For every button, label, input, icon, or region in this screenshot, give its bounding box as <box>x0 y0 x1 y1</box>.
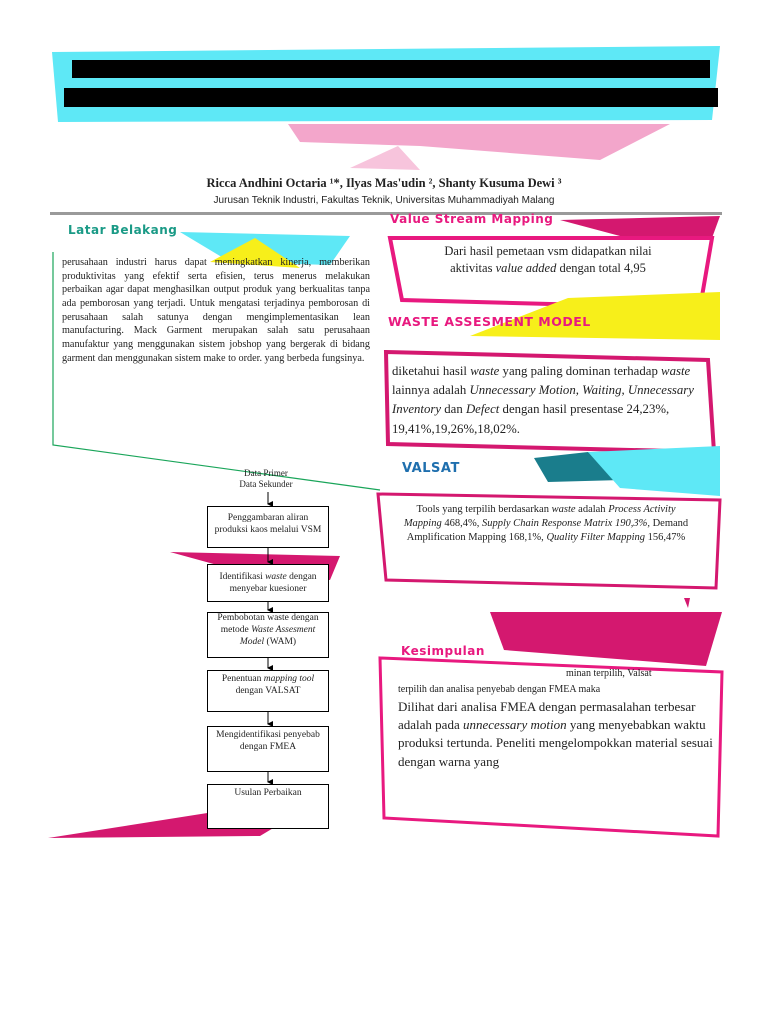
kes-magenta-shape <box>490 612 722 666</box>
vsm-line2-a: aktivitas <box>450 260 496 275</box>
flow-step-fmea: Mengidentifikasi penyebab dengan FMEA <box>207 726 329 772</box>
wam-t3: yang paling dominan terhadap <box>499 364 662 378</box>
step3-text-a: Pembobotan waste dengan metode <box>217 613 319 635</box>
wam-t8: Defect <box>465 402 500 417</box>
latar-belakang-body: perusahaan industri harus dapat meningkatkan kinerja, memberikan produktivitas yang efektif serta efisien, terus menerus melakukan perbaikan agar dapat menghasilkan output produk yang berkualitas tanpa ada pemborosan yang terjadi. Untuk mengatasi terjadinya pemborosan di perusahaan salah satunya dengan mengimplementasikan lean manufacturing. Mack Garment merupakan salah satu perusahaan manufaktur yang menggunakan sistem jobshop yang bergerak di bidang garment dan menggunakan sistem make to order. yang berbeda fungsinya. <box>62 257 370 364</box>
flow-step-usulan: Usulan Perbaikan <box>207 784 329 829</box>
flow-step-identifikasi <box>207 564 329 602</box>
affiliation-line: Jurusan Teknik Industri, Fakultas Teknik, Universitas Muhammadiyah Malang <box>213 195 555 206</box>
flow-step-penentuan <box>207 670 329 712</box>
data-primer-label: Data Primer <box>244 468 288 478</box>
valsat-t5: 468,4%, <box>441 518 482 530</box>
vsm-line2-b: value added <box>495 260 557 275</box>
step2-text-c: dengan menyebar kuesioner <box>229 572 317 594</box>
wam-text <box>392 362 710 439</box>
valsat-t6: Supply Chain Response Matrix 190,3%, <box>481 518 650 530</box>
header-divider <box>50 212 722 215</box>
kesimpulan-heading: Kesimpulan <box>401 644 485 658</box>
wam-t6: Unnecessary Motion, Waiting, Unnecessary Inventory <box>392 383 694 417</box>
valsat-text <box>398 503 694 546</box>
vsm-line2-c: dengan total 4,95 <box>556 260 646 275</box>
step4-text-c: dengan VALSAT <box>235 685 301 696</box>
authors-line: Ricca Andhini Octaria ¹*, Ilyas Mas'udin ², Shanty Kusuma Dewi ³ <box>206 176 562 190</box>
wam-t5: lainnya adalah <box>392 383 470 398</box>
step2-text-b: waste <box>265 572 287 582</box>
step4-text-b: mapping tool <box>263 674 315 684</box>
title-redaction-bar-1 <box>72 60 710 78</box>
step2-text-a: Identifikasi <box>219 572 266 582</box>
title-banner-cyan <box>52 46 720 122</box>
banner-pink-shape <box>288 124 670 160</box>
flow-step-pembobotan <box>207 612 329 658</box>
vsm-line-2 <box>398 260 698 277</box>
valsat-t7: Demand Amplification Mapping 168,1%, <box>406 518 689 544</box>
flow-data-labels <box>200 468 332 491</box>
vsm-line-1: Dari hasil pemetaan vsm didapatkan nilai <box>444 244 652 258</box>
valsat-heading: VALSAT <box>402 461 460 476</box>
valsat-t3: adalah <box>575 504 609 515</box>
wam-t7: dan <box>441 402 466 417</box>
step3-text-c: (WAM) <box>264 636 297 647</box>
valsat-drop <box>684 598 690 608</box>
wam-heading: WASTE ASSESMENT MODEL <box>388 314 591 329</box>
wam-t2: waste <box>470 364 500 378</box>
kesimpulan-text <box>398 698 724 771</box>
wam-t4: waste <box>661 364 691 378</box>
kes-t3: yang menyebabkan waktu produksi tertunda. Peneliti mengelompokkan material sesuai dengan warna yang <box>398 717 713 769</box>
data-sekunder-label: Data Sekunder <box>239 479 293 490</box>
kes-t2: unnecessary motion <box>462 717 567 733</box>
title-redaction-bar-2 <box>64 88 718 107</box>
kes-t1: Dilihat dari analisa FMEA dengan permasalahan terbesar adalah pada <box>398 699 696 733</box>
vsm-text <box>398 243 698 277</box>
step4-text-a: Penentuan <box>221 674 264 684</box>
valsat-t1: Tools yang terpilih berdasarkan <box>416 504 552 515</box>
flow-step-vsm: Penggambaran aliran produksi kaos melalui VSM <box>207 506 329 548</box>
valsat-t9: 156,47% <box>645 532 686 544</box>
valsat-t4: Process Activity Mapping <box>403 504 676 530</box>
valsat-t2: waste <box>551 504 576 515</box>
wam-t9: dengan hasil presentase 24,23%, 19,41%,19,26%,18,02%. <box>392 402 670 436</box>
kes-fragment-1: minan terpilih, Valsat <box>566 668 652 679</box>
valsat-t8: Quality Filter Mapping <box>546 532 646 544</box>
valsat-cyan-shape <box>588 446 720 496</box>
step3-text-b: Waste Assesment Model <box>239 624 316 647</box>
wam-t1: diketahui hasil <box>392 364 471 378</box>
vsm-heading: Value Stream Mapping <box>390 212 554 226</box>
vsm-magenta-shape <box>560 216 720 238</box>
kes-fragment-2: terpilih dan analisa penyebab dengan FMEA maka <box>398 684 601 695</box>
banner-pink-tip <box>350 146 420 170</box>
latar-belakang-heading: Latar Belakang <box>68 223 178 237</box>
